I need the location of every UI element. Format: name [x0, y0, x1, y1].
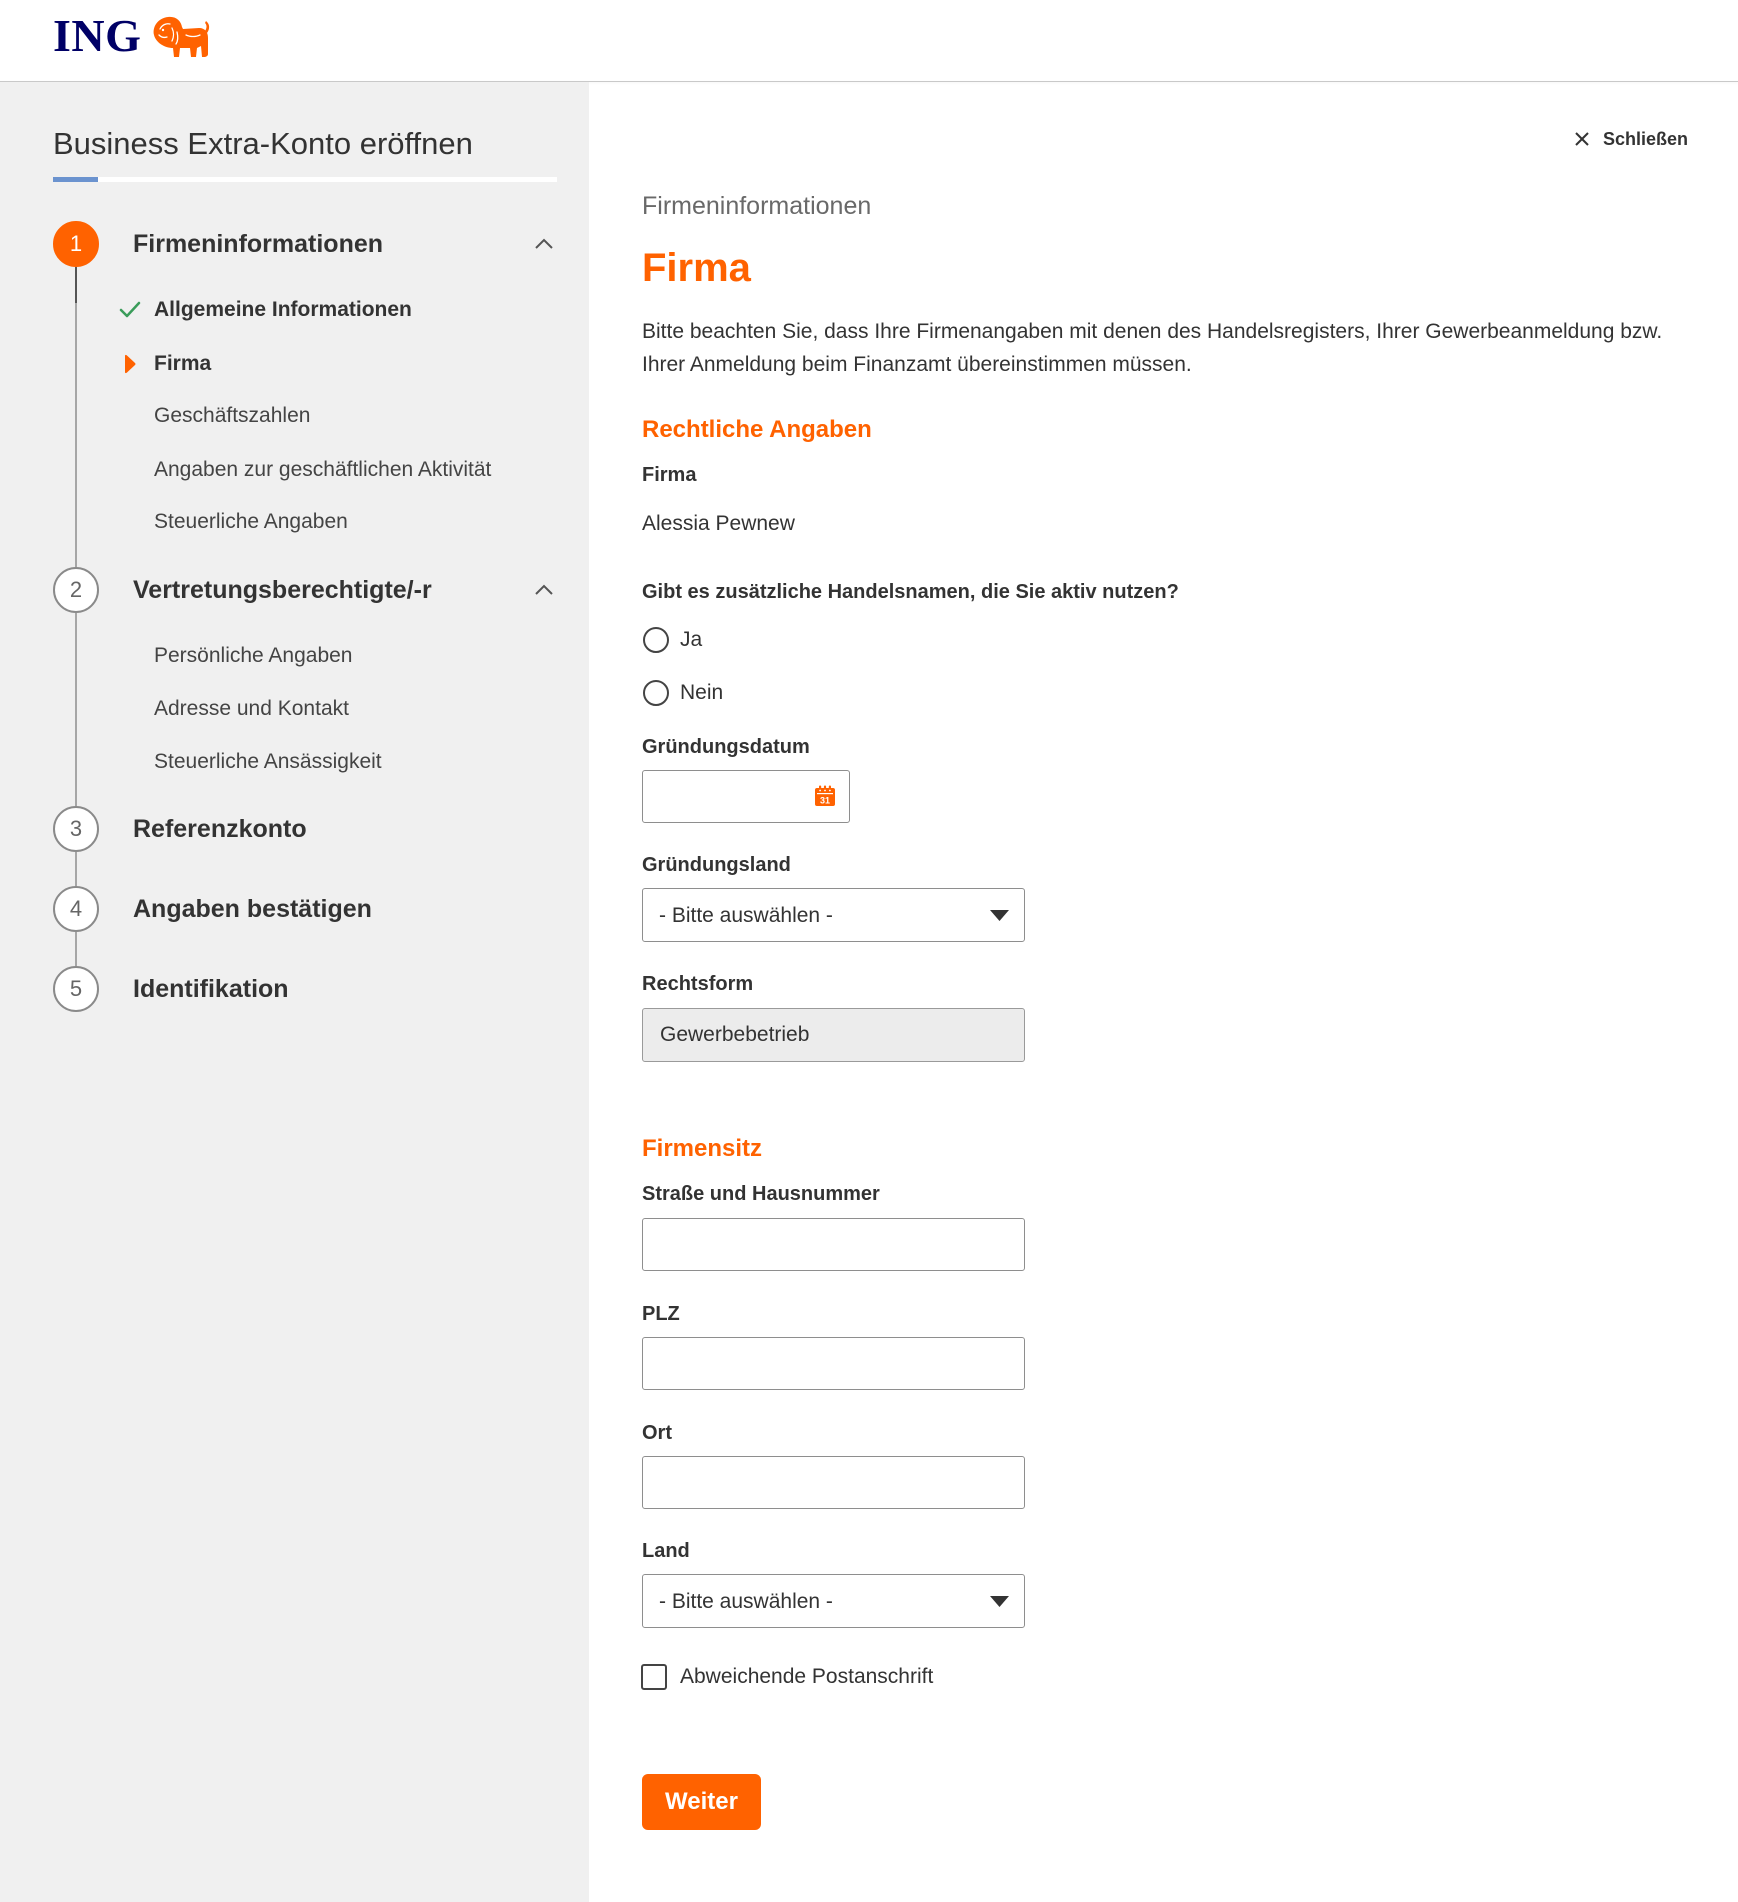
chevron-up-icon[interactable] [534, 237, 554, 251]
radio-button[interactable] [643, 680, 669, 706]
current-step-arrow-icon [124, 354, 136, 374]
radio-option-nein[interactable] [643, 673, 723, 713]
radio-label: Nein [680, 681, 724, 704]
founding-country-select[interactable] [642, 888, 1025, 942]
calendar-icon[interactable] [813, 784, 837, 808]
intro-text [642, 315, 1662, 381]
logo-text: ING [53, 10, 142, 61]
alt-postal-address-option[interactable] [641, 1657, 933, 1697]
legal-form-label: Rechtsform [642, 973, 754, 995]
step-connector [75, 932, 77, 966]
alt-postal-address-checkbox[interactable] [641, 1664, 667, 1690]
weiter-button[interactable]: Weiter [642, 1774, 761, 1830]
sidebar-substep-steuerliche-ansaessigkeit: Steuerliche Ansässigkeit [154, 750, 382, 773]
founding-country-label: Gründungsland [642, 854, 791, 876]
step-label: Vertretungsberechtigte/-r [133, 576, 432, 604]
city-label: Ort [642, 1422, 672, 1444]
sidebar-substep-steuerliche-angaben: Steuerliche Angaben [154, 510, 348, 533]
lion-icon [150, 15, 210, 59]
company-value: Alessia Pewnew [642, 512, 795, 535]
intro-line: Bitte beachten Sie, dass Ihre Firmenangaben mit denen des Handelsregisters, Ihrer Gewerbeanmeldung bzw. [642, 320, 1663, 343]
step-number-badge: 1 [53, 221, 99, 267]
legal-heading: Rechtliche Angaben [642, 416, 872, 443]
close-label: Schließen [1603, 128, 1689, 149]
step-number-badge: 2 [53, 567, 99, 613]
close-button[interactable] [1574, 124, 1688, 154]
zip-label: PLZ [642, 1303, 680, 1325]
radio-option-ja[interactable] [643, 620, 702, 660]
caret-down-icon [990, 910, 1009, 921]
sidebar-step-angaben-bestaetigen: Angaben bestätigen [133, 895, 372, 923]
step-connector [75, 303, 77, 567]
step-number-badge: 5 [53, 966, 99, 1012]
founding-date-label: Gründungsdatum [642, 736, 810, 758]
select-value: - Bitte auswählen - [659, 904, 833, 927]
step-connector-progress [75, 267, 77, 303]
close-icon [1574, 131, 1590, 147]
step-label: Firmeninformationen [133, 230, 384, 258]
street-input[interactable] [642, 1218, 1025, 1271]
check-icon [119, 299, 141, 321]
sidebar-progress-fill [53, 177, 98, 182]
zip-input[interactable] [642, 1337, 1025, 1390]
sidebar-title: Business Extra-Konto eröffnen [53, 126, 473, 161]
radio-label: Ja [680, 628, 703, 651]
address-heading: Firmensitz [642, 1135, 763, 1162]
select-value: - Bitte auswählen - [659, 1590, 833, 1613]
sidebar-substep-persoenliche-angaben: Persönliche Angaben [154, 644, 353, 667]
calendar-icon-day: 31 [819, 795, 831, 806]
company-label: Firma [642, 464, 697, 486]
section-title: Firmeninformationen [642, 192, 872, 220]
street-label: Straße und Hausnummer [642, 1183, 880, 1205]
step-number-badge: 3 [53, 806, 99, 852]
intro-line: Ihrer Anmeldung beim Finanzamt übereinstimmen müssen. [642, 353, 1192, 376]
sidebar-substep-adresse-kontakt: Adresse und Kontakt [154, 697, 349, 720]
sidebar-step-referenzkonto: Referenzkonto [133, 815, 307, 843]
sidebar-progress-track [53, 177, 557, 182]
sidebar-substep-allgemeine-informationen[interactable]: Allgemeine Informationen [154, 298, 412, 321]
page-title: Firma [642, 246, 751, 290]
checkbox-label: Abweichende Postanschrift [680, 1665, 934, 1688]
top-header [0, 0, 1738, 81]
country-select[interactable] [642, 1574, 1025, 1628]
sidebar-substep-geschaeftszahlen: Geschäftszahlen [154, 404, 311, 427]
trade-names-question: Gibt es zusätzliche Handelsnamen, die Sie aktiv nutzen? [642, 581, 1179, 603]
sidebar-substep-geschaeftliche-aktivitaet: Angaben zur geschäftlichen Aktivität [154, 458, 492, 481]
step-connector [75, 852, 77, 886]
city-input[interactable] [642, 1456, 1025, 1509]
legal-form-field [642, 1008, 1025, 1062]
caret-down-icon [990, 1596, 1009, 1607]
step-number-badge: 4 [53, 886, 99, 932]
sidebar-substep-firma: Firma [154, 352, 212, 375]
chevron-up-icon[interactable] [534, 583, 554, 597]
sidebar-step-identifikation: Identifikation [133, 975, 289, 1003]
step-connector [75, 613, 77, 806]
radio-button[interactable] [643, 627, 669, 653]
country-label: Land [642, 1540, 690, 1562]
